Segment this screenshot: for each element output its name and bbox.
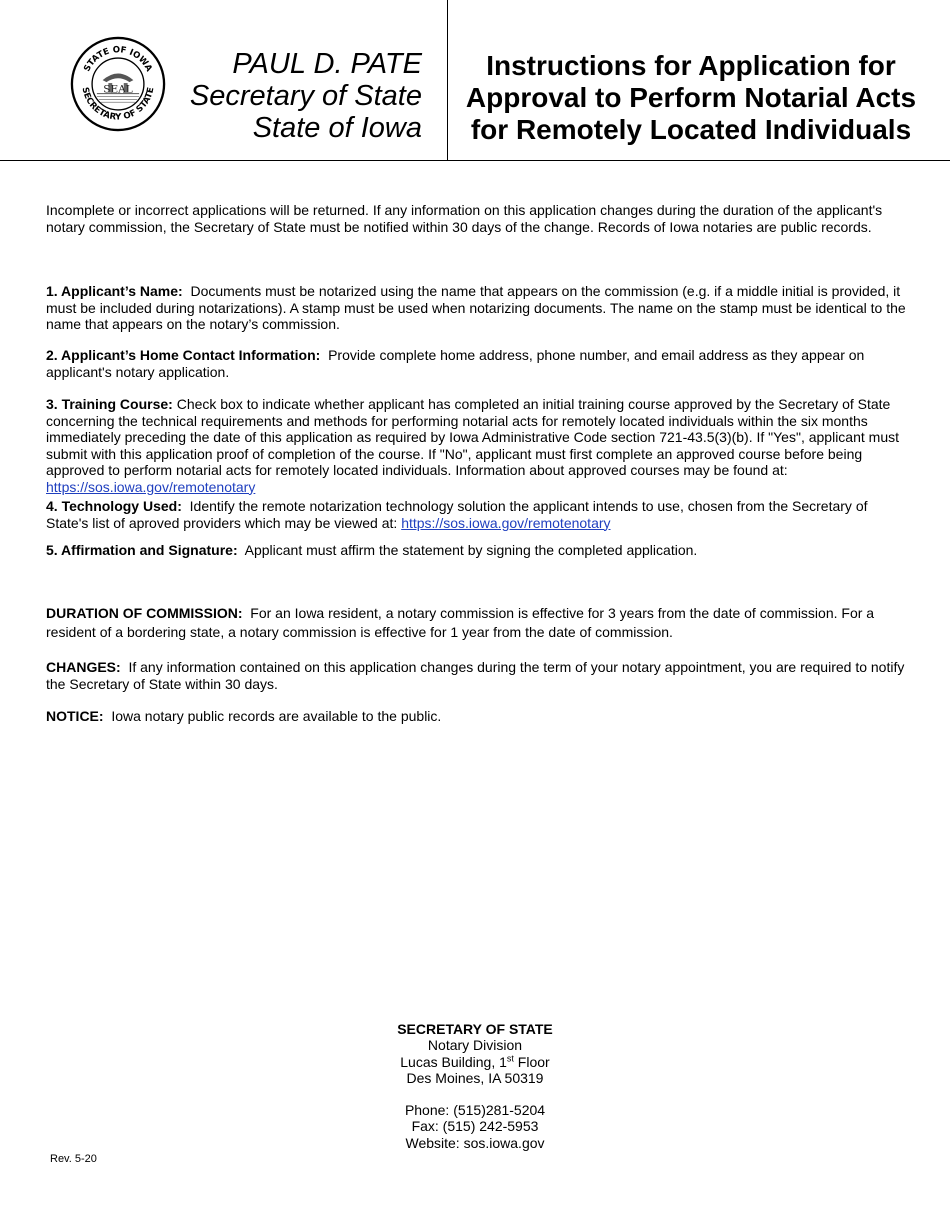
remote-notary-link[interactable]: https://sos.iowa.gov/remotenotary (46, 478, 256, 495)
city-address: Des Moines, IA 50319 (406, 1069, 544, 1086)
notice-note (46, 708, 908, 725)
section-home-contact (46, 347, 908, 380)
official-block (190, 48, 422, 144)
phone-number: Phone: (515)281-5204 (404, 1102, 546, 1119)
section-heading: 3. Training Course: (46, 396, 173, 412)
official-state: State of Iowa (252, 112, 422, 144)
section-text: Check box to indicate whether applicant has completed an initial training course approved by the Secretary of State concerning the technical requirements and methods for performing notarial acts for remotely located individuals within the six months immediately preceding the date of this application as required by Iowa Administrative Code section 721-43.5(3)(b). If "Yes", applicant must submit with this application proof of completion of the course. If "No", applicant must first complete an approved course before being approved to perform notarial acts for remotely located individuals. Information about approved courses may be found at: (46, 396, 899, 478)
intro-paragraph: Incomplete or incorrect applications will be returned. If any information on this application changes during the duration of the applicant's notary commission, the Secretary of State must be notified within 30 days of the change. Records of Iowa notaries are public records. (46, 202, 883, 235)
note-text: Iowa notary public records are available to the public. (111, 708, 442, 724)
section-text: Identify the remote notarization technology solution the applicant intends to use, chosen from the Secretary of State's list of aproved providers which may be viewed at: (46, 498, 868, 531)
note-heading: CHANGES: (46, 659, 121, 675)
changes-note (46, 659, 908, 692)
official-name: PAUL D. PATE (232, 48, 422, 80)
section-technology-used (46, 498, 908, 531)
division-name: Notary Division (427, 1037, 523, 1054)
section-heading: 1. Applicant’s Name: (46, 283, 183, 299)
office-name: SECRETARY OF STATE (397, 1021, 553, 1037)
official-title: Secretary of State (189, 80, 422, 112)
title-line-1: Instructions for Application for (486, 50, 896, 81)
section-affirmation (46, 542, 908, 559)
document-title (452, 50, 930, 146)
note-heading: DURATION OF COMMISSION: (46, 605, 243, 621)
svg-text:SEAL: SEAL (103, 83, 133, 96)
note-heading: NOTICE: (46, 708, 104, 724)
providers-link[interactable]: https://sos.iowa.gov/remotenotary (401, 514, 611, 531)
section-training-course (46, 396, 908, 495)
note-text: If any information contained on this application changes during the term of your notary appointment, you are required to notify the Secretary of State within 30 days. (46, 659, 905, 692)
section-heading: 2. Applicant’s Home Contact Information: (46, 347, 321, 363)
section-heading: 5. Affirmation and Signature: (46, 542, 238, 558)
svg-text:STATE OF IOWA: STATE OF IOWA (82, 45, 154, 74)
document-header (0, 0, 950, 161)
section-text: Applicant must affirm the statement by signing the completed application. (244, 542, 698, 558)
svg-text:SECRETARY OF STATE: SECRETARY OF STATE (79, 86, 157, 123)
contact-block (325, 1021, 625, 1151)
duration-note (46, 604, 908, 642)
section-applicant-name (46, 283, 908, 333)
title-line-3: for Remotely Located Individuals (470, 114, 912, 145)
section-text: Documents must be notarized using the name that appears on the commission (e.g. if a middle initial is provided, it must be included during notarizations). A stamp must be used when notarizing documents. The name on the stamp must be identical to the name that appears on the notary’s commission. (46, 283, 906, 332)
section-text: Provide complete home address, phone number, and email address as they appear on applicant's notary application. (46, 347, 865, 380)
header-divider (447, 0, 448, 160)
building-address: Lucas Building, 1st Floor (400, 1052, 550, 1070)
website: Website: sos.iowa.gov (405, 1134, 545, 1151)
iowa-seal-icon (70, 36, 166, 132)
revision-label: Rev. 5-20 (50, 1153, 97, 1165)
title-line-2: Approval to Perform Notarial Acts (465, 82, 917, 113)
fax-number: Fax: (515) 242-5953 (411, 1118, 539, 1135)
section-heading: 4. Technology Used: (46, 498, 182, 514)
note-text: For an Iowa resident, a notary commission is effective for 3 years from the date of commission. For a resident of a bordering state, a notary commission is effective for 1 year from the date of commission. (46, 605, 875, 640)
